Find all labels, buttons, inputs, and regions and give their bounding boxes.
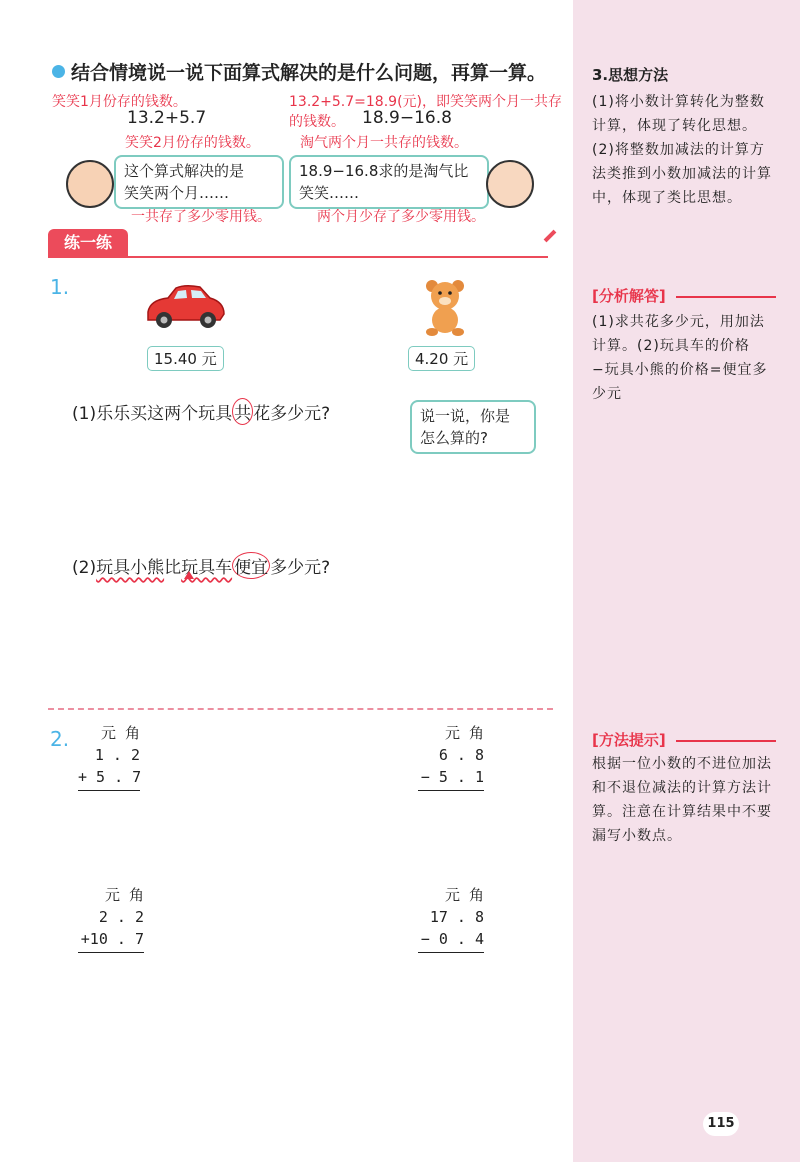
analysis-tag: [分析解答] xyxy=(592,287,666,305)
think-bubble xyxy=(410,400,536,454)
calc-1-header: 元 角 xyxy=(100,724,140,742)
practice-tab: 练一练 xyxy=(48,229,128,257)
analysis-rule xyxy=(676,296,776,298)
q1-part2-prefix: (2) xyxy=(72,558,97,578)
bear-price-tag: 4.20 元 xyxy=(408,346,475,371)
left-equation: 13.2+5.7 xyxy=(127,108,207,128)
boy-bubble-line1: 这个算式解决的是 xyxy=(124,162,245,180)
intro-instruction: 结合情境说一说下面算式解决的是什么问题，再算一算。 xyxy=(52,58,546,85)
hint-rule xyxy=(676,740,776,742)
girl-bubble-line2: 笑笑…… xyxy=(299,184,360,202)
calc-4-top: 17 . 8 xyxy=(429,908,484,926)
question-2-number: 2. xyxy=(50,727,70,751)
method-text: (1)将小数计算转化为整数计算，体现了转化思想。(2)将整数加减法的计算方法类推到小数加减法的计算中，体现了类比思想。 xyxy=(592,94,772,206)
q1-part2-object: 玩具车 xyxy=(181,558,233,578)
calc-1-top: 1 . 2 xyxy=(94,746,140,764)
toy-car-icon xyxy=(140,282,226,332)
calc-2-line xyxy=(418,790,484,791)
question-1-part-2 xyxy=(72,552,330,579)
right-note-top2: 的钱数。 xyxy=(289,114,345,130)
calc-4-line xyxy=(418,952,484,953)
q1-part2-subject: 玩具小熊 xyxy=(96,558,165,578)
calc-3-top: 2 . 2 xyxy=(98,908,144,926)
vertical-calc-2 xyxy=(418,722,484,791)
calc-2-header: 元 角 xyxy=(444,724,484,742)
calc-4-bottom: − 0 . 4 xyxy=(420,930,484,948)
left-note-bottom: 笑笑2月份存的钱数。 xyxy=(125,135,260,151)
question-1-part-1 xyxy=(72,398,330,425)
vertical-calc-4 xyxy=(418,884,484,953)
hint-text: 根据一位小数的不进位加法和不退位减法的计算方法计算。注意在计算结果中不要漏写小数点。 xyxy=(592,756,772,844)
page-number: 115 xyxy=(703,1112,739,1136)
section-divider xyxy=(48,708,553,710)
think-line1: 说一说，你是 xyxy=(420,407,511,425)
calc-1-bottom: + 5 . 7 xyxy=(78,768,142,786)
calc-4-header: 元 角 xyxy=(444,886,484,904)
teddy-bear-icon xyxy=(420,276,470,338)
calc-3-bottom: +10 . 7 xyxy=(80,930,144,948)
calc-3-header: 元 角 xyxy=(104,886,144,904)
pencil-icon xyxy=(544,230,557,243)
girl-bubble-line1: 18.9−16.8求的是淘气比 xyxy=(299,162,469,180)
left-note-top: 笑笑1月份存的钱数。 xyxy=(52,94,187,110)
question-1-number: 1. xyxy=(50,275,70,299)
q1-part1-circled-word: 共 xyxy=(232,398,253,425)
q1-part1-suffix: 花多少元? xyxy=(253,404,331,424)
calc-1-line xyxy=(78,790,140,791)
bullet-dot-icon xyxy=(52,65,65,78)
boy-avatar xyxy=(66,160,114,208)
calc-3-line xyxy=(78,952,144,953)
think-line2: 怎么算的? xyxy=(420,429,488,447)
girl-avatar xyxy=(486,160,534,208)
vertical-calc-3 xyxy=(78,884,144,953)
practice-underline xyxy=(48,256,548,258)
hint-tag: [方法提示] xyxy=(592,731,666,749)
q1-part2-suffix: 多少元? xyxy=(270,558,331,578)
right-note-top: 13.2+5.7=18.9(元)，即笑笑两个月一共存 xyxy=(289,94,562,110)
calc-2-top: 6 . 8 xyxy=(438,746,484,764)
boy-speech-bubble xyxy=(114,155,284,209)
method-title: 3.思想方法 xyxy=(592,66,669,84)
triangle-marker-icon xyxy=(184,571,194,579)
girl-speech-bubble xyxy=(289,155,489,209)
car-price-tag: 15.40 元 xyxy=(147,346,224,371)
q1-part1-prefix: (1)乐乐买这两个玩具 xyxy=(72,404,233,424)
q1-part2-compare-word: 比 xyxy=(164,558,182,578)
girl-answer: 两个月少存了多少零用钱。 xyxy=(317,209,485,225)
analysis-text: (1)求共花多少元，用加法计算。(2)玩具车的价格−玩具小熊的价格=便宜多少元 xyxy=(592,314,768,402)
boy-answer: 一共存了多少零用钱。 xyxy=(131,209,271,225)
q1-part2-circled-word: 便宜 xyxy=(232,552,270,579)
boy-bubble-line2: 笑笑两个月…… xyxy=(124,184,230,202)
vertical-calc-1 xyxy=(78,722,140,791)
right-equation: 18.9−16.8 xyxy=(362,108,452,128)
calc-2-bottom: − 5 . 1 xyxy=(420,768,484,786)
right-note-bottom: 淘气两个月一共存的钱数。 xyxy=(300,135,468,151)
